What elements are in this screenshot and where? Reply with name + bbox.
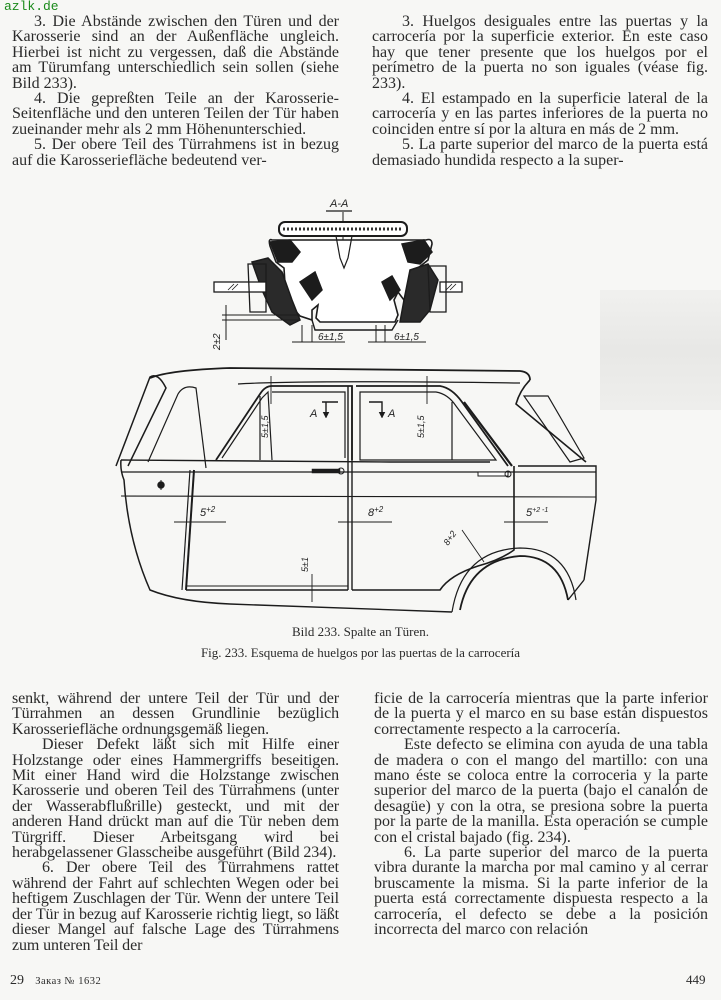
bleed-through-area — [600, 290, 721, 410]
page-number: 449 — [686, 972, 706, 987]
paragraph: senkt, während der untere Teil der Tür und der Türrahmen an dessen Grundlinie bezüglich Karosseriefläche ordnungsgemäß liegen. — [12, 690, 339, 738]
cross-section-a-a — [212, 198, 462, 351]
dimension-value: 5 — [200, 507, 207, 519]
text-column-german-bottom — [12, 691, 339, 961]
paragraph: 6. La parte superior del marco de la puerta vibra durante la marcha por mal camino y al cerrar bruscamente la misma. Si la parte inferior de la puerta está correctamente dispuesta respecto a la carrocería, el defecto se debe a la posición incorrecta del marco con relación — [374, 844, 708, 939]
text-column-spanish-top — [372, 14, 708, 184]
paragraph: Este defecto se elimina con ayuda de una tabla de madera o con el mango del martillo: con una mano éste se coloca entre la corroceria y la parte superior del marco de la puerta (bajo el canalón de desagüe) y con la otra, se presiona sobre la puerta por la parte de la manilla. Esta operación se cumple con el cristal bajado (fig. 234). — [374, 736, 708, 846]
dimension-top-front: 5±1,5 — [260, 415, 270, 438]
paragraph: ficie de la carrocería mientras que la parte inferior de la puerta y el marco en su base están dispuestos correctamente respecto a la carrocería. — [374, 690, 708, 738]
dimension-value: 5 — [526, 507, 533, 519]
text-column-german-top — [12, 14, 339, 184]
dimension-front-gap — [200, 505, 216, 519]
paragraph: 3. Die Abstände zwischen den Türen und der Karosserie sind an der Außenfläche ungleich. Hierbei ist nicht zu vergessen, daß die Abstände am Türumfang unterschiedlich sein sollen (siehe Bild 233). — [12, 13, 339, 92]
paragraph: 4. El estampado en la superficie lateral de la carrocería y en las partes inferiores de la puerta no coinciden entre sí por la altura en más de 2 mm. — [372, 90, 708, 138]
paragraph: 5. La parte superior del marco de la puerta está demasiado hundida respecto a la super- — [372, 136, 708, 169]
text-column-spanish-bottom — [374, 691, 708, 961]
paragraph: 3. Huelgos desiguales entre las puertas y la carrocería por la superficie exterior. En este caso hay que tener presente que los huelgos por el perímetro de la puerta no son iguales (véase fig. 233). — [372, 13, 708, 92]
page-footer-left — [10, 972, 101, 990]
paragraph: 5. Der obere Teil des Türrahmens ist in bezug auf die Karosseriefläche bedeutend ver- — [12, 136, 339, 169]
section-marker-rear: A — [388, 408, 396, 420]
paragraph: 6. Der obere Teil des Türrahmens rattet während der Fahrt auf schlechten Wegen oder bei heftigem Zuschlagen der Tür. Wenn der untere Teil der Tür in bezug auf Karosserie richtig liegt, so läßt dieser Mangel auf falsche Lage des Türrahmens zum unteren Teil der — [12, 859, 339, 954]
dimension-rear-gap — [526, 507, 548, 519]
dimension-middle-gap — [368, 505, 384, 519]
dimension-tolerance: +2 — [374, 505, 384, 514]
section-label: A-A — [330, 198, 349, 210]
dimension-wheel-arch: 8+2 — [441, 528, 459, 548]
dimension-top-rear: 5±1,5 — [416, 415, 426, 438]
print-order-label: Заказ № 1632 — [35, 976, 102, 987]
dimension-seal-height: 2±2 — [212, 333, 223, 350]
dimension-tolerance: +2 — [206, 505, 216, 514]
dimension-gap-left: 6±1,5 — [318, 332, 343, 343]
site-watermark: azlk.de — [4, 0, 59, 14]
dimension-gap-right: 6±1,5 — [394, 332, 419, 343]
dimension-value: 8 — [368, 507, 375, 519]
paragraph: 4. Die gepreßten Teile an der Karosserie-Seitenfläche und den unteren Teilen der Tür haben zueinander mehr als 2 mm Höhenunterschied. — [12, 90, 339, 138]
signature-number: 29 — [10, 973, 24, 988]
dimension-bottom-gap: 5±1 — [300, 557, 310, 572]
paragraph: Dieser Defekt läßt sich mit Hilfe einer Holzstange oder eines Hammergriffs beseitigen. Mit einer Hand wird die Holzstange zwischen Karosserie und oberen Teil des Türrahmens (unter der Wasserabflußrille) gesteckt, und mit der anderen Hand drückt man auf die Tür neben dem Türgriff. Dieser Arbeitsgang wird bei herabgelassener Glasscheibe ausgeführt (Bild 234). — [12, 736, 339, 862]
dimension-tolerance: +2 -1 — [532, 507, 549, 514]
car-side-view — [116, 368, 596, 612]
figure-caption-german: Bild 233. Spalte an Türen. — [292, 624, 429, 639]
section-marker-front: A — [310, 408, 318, 420]
figure-caption-spanish: Fig. 233. Esquema de huelgos por las puertas de la carrocería — [200, 645, 521, 660]
